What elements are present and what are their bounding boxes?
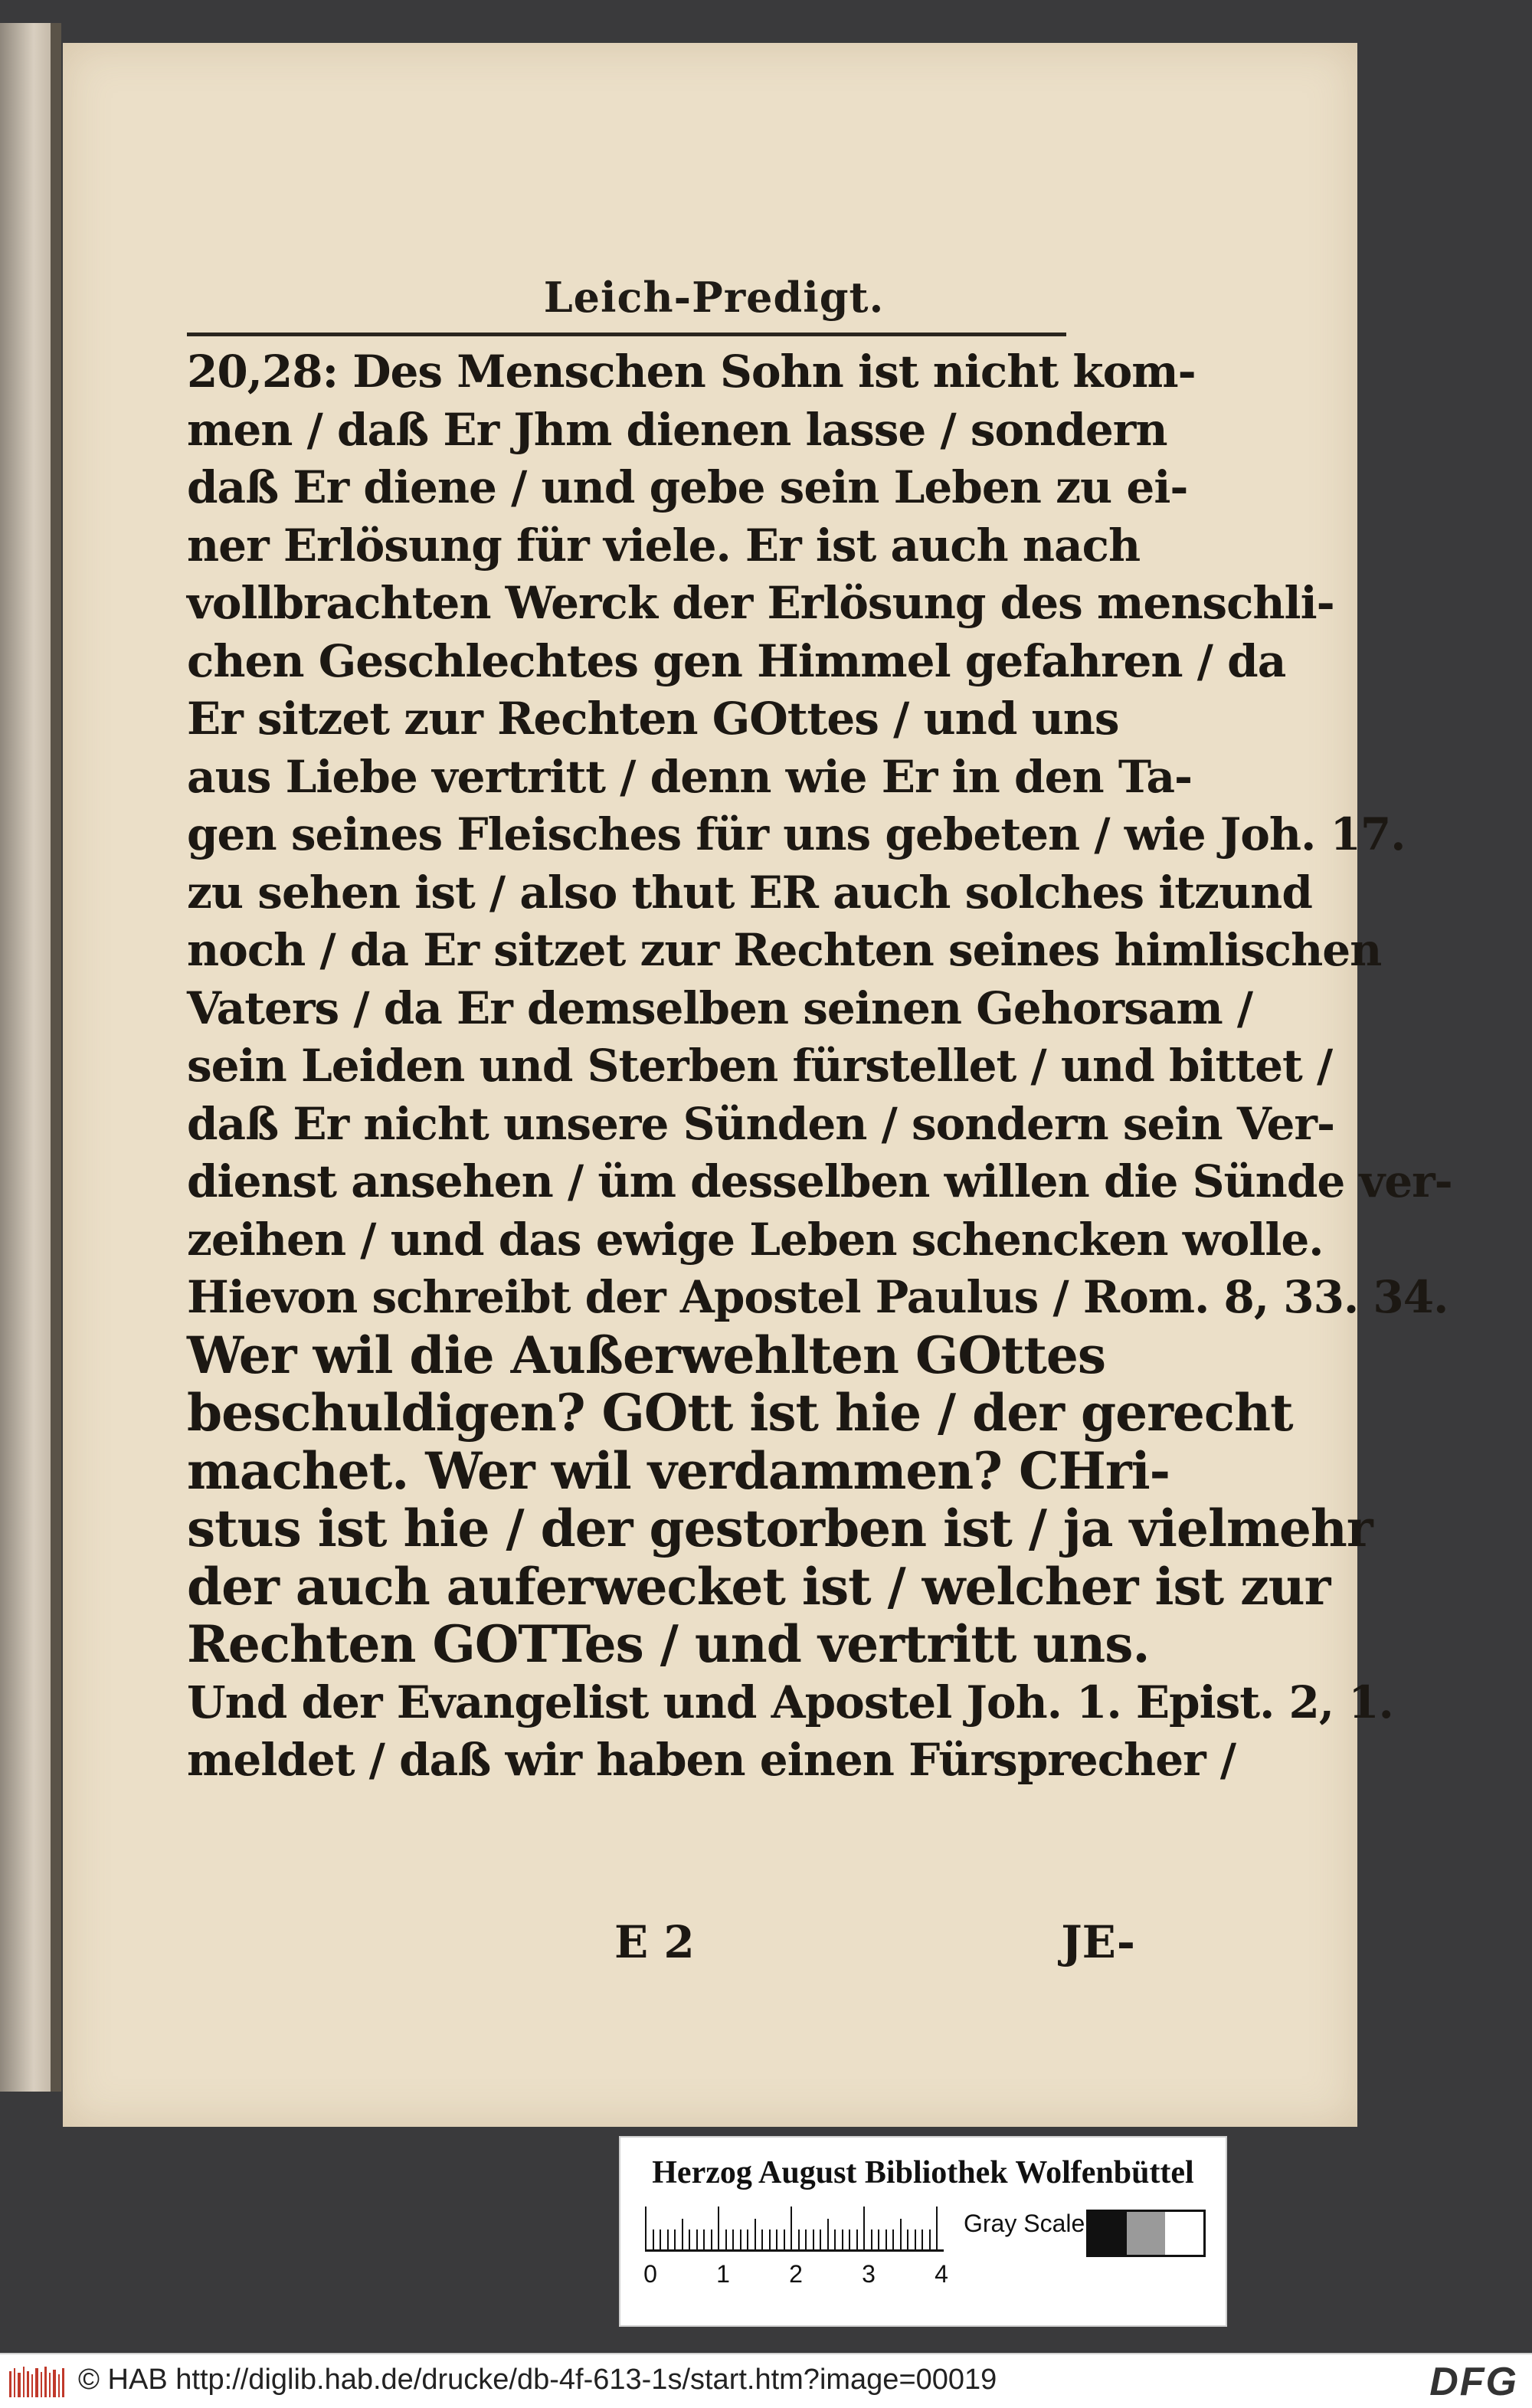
- text-line: 20,28: Des Menschen Sohn ist nicht kom-: [187, 346, 1196, 398]
- ruler-tick: [849, 2229, 850, 2249]
- ruler-tick: [645, 2207, 647, 2249]
- ruler-tick: [718, 2207, 719, 2249]
- text-line: Wer wil die Außerwehlten GOttes: [187, 1325, 1105, 1385]
- facing-page-edge: [0, 23, 61, 2092]
- text-line: dienst ansehen / üm desselben willen die Sünde ver-: [187, 1155, 1452, 1207]
- ruler-tick: [689, 2229, 690, 2249]
- color-target: [619, 2136, 1227, 2327]
- book-page: [63, 43, 1452, 2127]
- ruler-tick: [761, 2229, 763, 2249]
- text-line: vollbrachten Werck der Erlösung des menschli-: [187, 577, 1334, 629]
- head-rule: [187, 333, 1066, 336]
- barcode-icon: [9, 2365, 67, 2397]
- ruler-number: 3: [862, 2260, 876, 2288]
- text-line: stus ist hie / der gestorben ist / ja vielmehr: [187, 1499, 1373, 1558]
- text-line: der auch auferwecket ist / welcher ist zur: [187, 1556, 1331, 1617]
- library-name: Herzog August Bibliothek Wolfenbüttel: [652, 2155, 1194, 2190]
- ruler-tick: [674, 2229, 676, 2249]
- gray-swatch: [1088, 2212, 1127, 2255]
- text-line: Er sitzet zur Rechten GOttes / und uns: [187, 693, 1119, 745]
- ruler-tick: [900, 2219, 902, 2249]
- ruler-number: 4: [935, 2260, 948, 2288]
- gray-scale-swatches: [1086, 2210, 1206, 2257]
- ruler-tick: [907, 2229, 908, 2249]
- text-line: zeihen / und das ewige Leben schencken wolle.: [187, 1213, 1324, 1266]
- copyright-url[interactable]: © HAB http://diglib.hab.de/drucke/db-4f-613-1s/start.htm?image=00019: [78, 2364, 997, 2396]
- text-line: gen seines Fleisches für uns gebeten / wie Joh. 17.: [187, 808, 1406, 860]
- dfg-logo: DFG: [1429, 2360, 1518, 2404]
- ruler-tick: [776, 2229, 777, 2249]
- ruler-tick: [842, 2229, 843, 2249]
- text-line: daß Er nicht unsere Sünden / sondern sein Ver-: [187, 1097, 1335, 1150]
- ruler-tick: [660, 2229, 661, 2249]
- ruler-tick: [936, 2207, 938, 2249]
- text-line: meldet / daß wir haben einen Fürsprecher /: [187, 1734, 1236, 1786]
- ruler-tick: [929, 2229, 931, 2249]
- gray-swatch: [1127, 2212, 1165, 2255]
- ruler-tick: [696, 2229, 698, 2249]
- ruler-tick: [805, 2229, 807, 2249]
- ruler-tick: [834, 2229, 836, 2249]
- ruler-tick: [885, 2229, 887, 2249]
- signature-mark: E 2: [614, 1916, 695, 1968]
- ruler-number: 2: [789, 2260, 803, 2288]
- text-line: beschuldigen? GOtt ist hie / der gerecht: [187, 1383, 1293, 1443]
- ruler-tick: [813, 2229, 814, 2249]
- ruler-numbers: [639, 2260, 961, 2291]
- catchword: JE-: [1061, 1916, 1135, 1968]
- ruler-tick: [740, 2229, 741, 2249]
- ruler-number: 1: [716, 2260, 730, 2288]
- ruler-tick: [732, 2229, 734, 2249]
- text-block: [187, 343, 1452, 1790]
- text-line: chen Geschlechtes gen Himmel gefahren / da: [187, 634, 1286, 687]
- ruler-tick: [878, 2229, 879, 2249]
- gray-scale-label: Gray Scale: [964, 2210, 1085, 2237]
- page-footer: [614, 1916, 1135, 1977]
- scale-ruler: [645, 2207, 944, 2252]
- text-line: men / daß Er Jhm dienen lasse / sondern: [187, 403, 1167, 456]
- ruler-tick: [856, 2229, 858, 2249]
- text-line: zu sehen ist / also thut ER auch solches itzund: [187, 866, 1312, 919]
- ruler-tick: [921, 2229, 923, 2249]
- text-line: sein Leiden und Sterben fürstellet / und bittet /: [187, 1040, 1333, 1092]
- ruler-tick: [769, 2229, 771, 2249]
- ruler-tick: [863, 2207, 865, 2249]
- ruler-tick: [667, 2229, 669, 2249]
- text-line: Hievon schreibt der Apostel Paulus / Rom. 8, 33. 34.: [187, 1271, 1449, 1323]
- text-line: ner Erlösung für viele. Er ist auch nach: [187, 519, 1141, 572]
- text-line: Rechten GOTTes / und vertritt uns.: [187, 1614, 1150, 1674]
- ruler-tick: [798, 2229, 800, 2249]
- ruler-tick: [871, 2229, 872, 2249]
- footer-bar: [0, 2353, 1532, 2408]
- ruler-tick: [725, 2229, 727, 2249]
- text-line: noch / da Er sitzet zur Rechten seines himlischen: [187, 924, 1382, 976]
- ruler-tick: [827, 2219, 829, 2249]
- ruler-number: 0: [643, 2260, 657, 2288]
- ruler-tick: [755, 2219, 756, 2249]
- ruler-tick: [682, 2219, 683, 2249]
- text-line: machet. Wer wil verdammen? CHri-: [187, 1440, 1170, 1501]
- ruler-tick: [915, 2229, 916, 2249]
- ruler-tick: [747, 2229, 748, 2249]
- text-line: Und der Evangelist und Apostel Joh. 1. Epist. 2, 1.: [187, 1676, 1393, 1728]
- ruler-tick: [791, 2207, 792, 2249]
- ruler-tick: [711, 2229, 712, 2249]
- text-line: Vaters / da Er demselben seinen Gehorsam /: [187, 981, 1253, 1034]
- running-head: Leich-Predigt.: [543, 273, 885, 322]
- ruler-tick: [820, 2229, 821, 2249]
- ruler-tick: [703, 2229, 705, 2249]
- gray-swatch: [1165, 2212, 1203, 2255]
- text-line: daß Er diene / und gebe sein Leben zu ei-: [187, 461, 1188, 513]
- ruler-tick: [892, 2229, 894, 2249]
- text-line: aus Liebe vertritt / denn wie Er in den Ta-: [187, 750, 1193, 803]
- ruler-tick: [653, 2229, 654, 2249]
- ruler-tick: [784, 2229, 785, 2249]
